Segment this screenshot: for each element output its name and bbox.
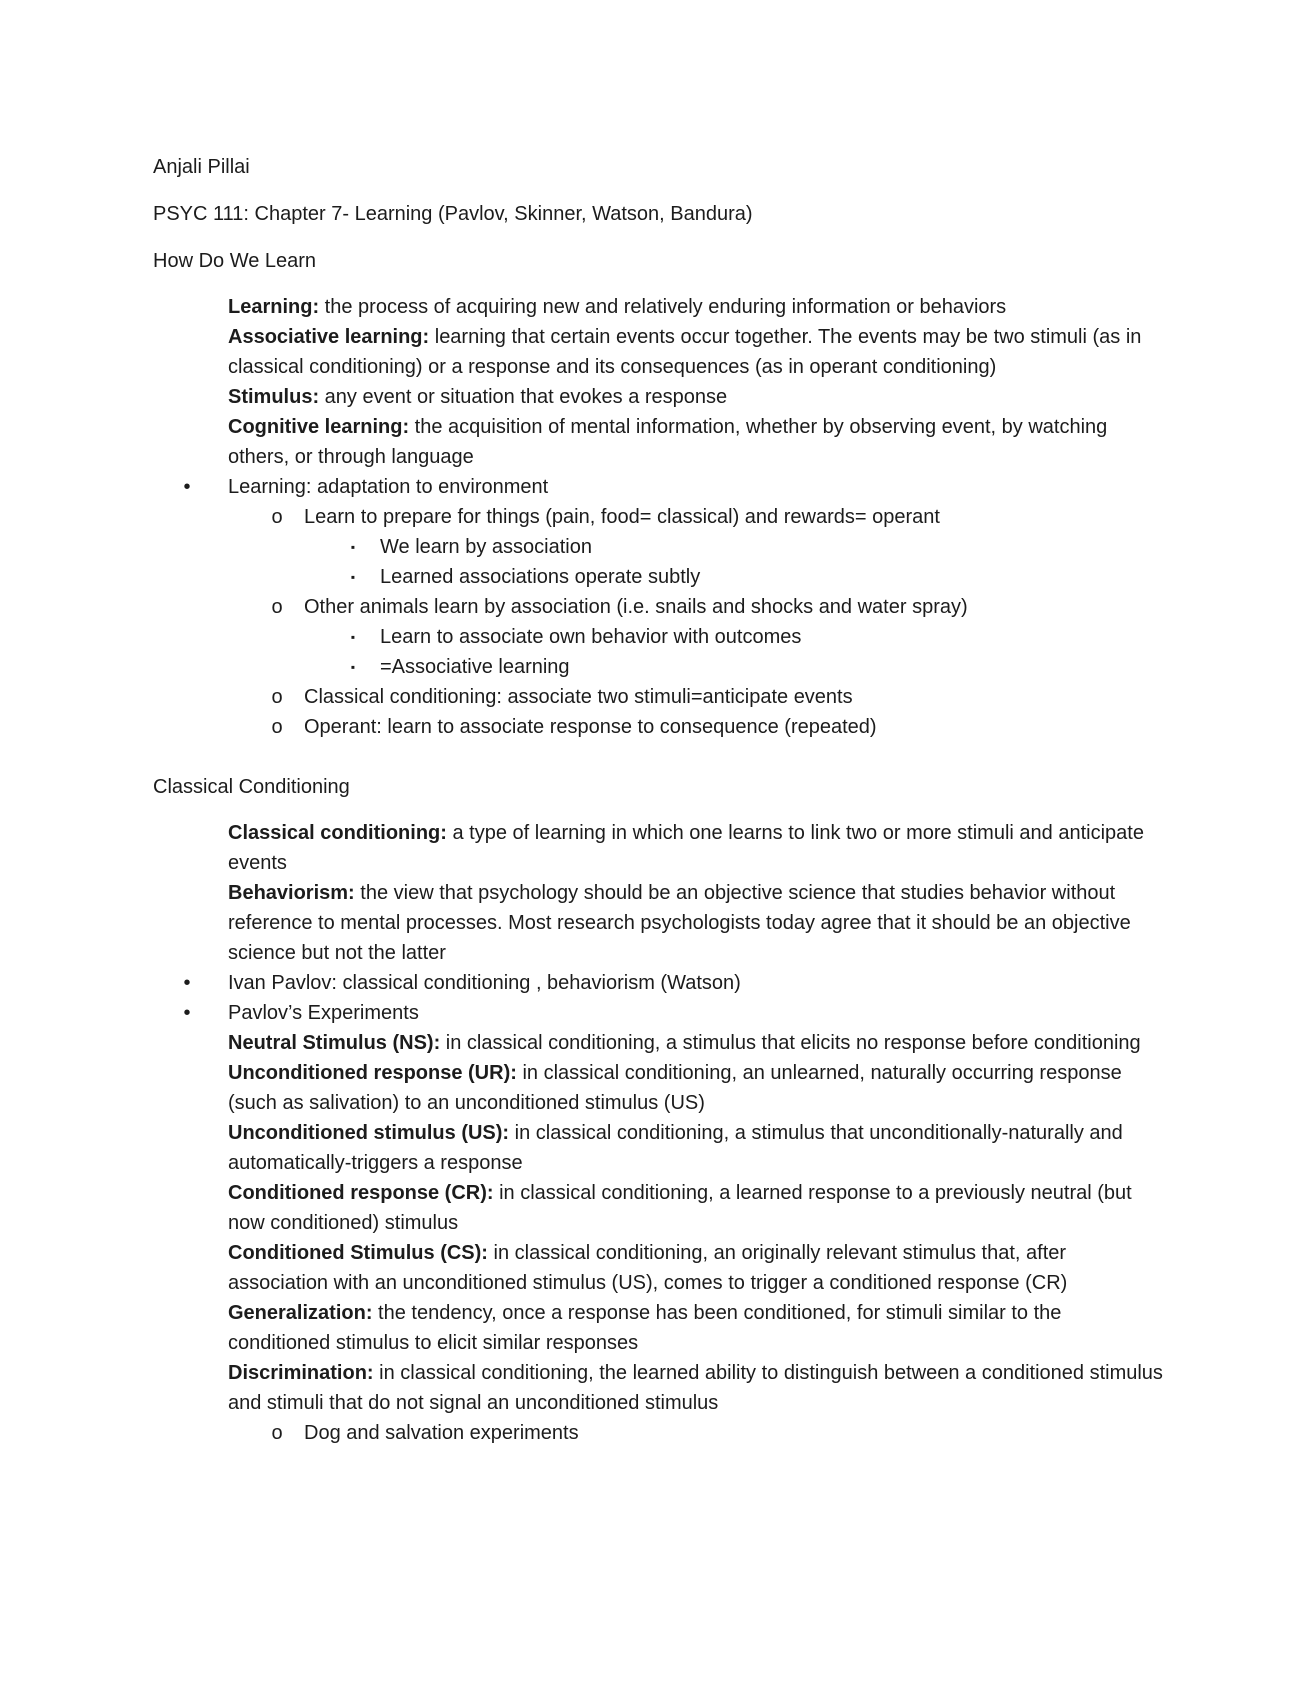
term: Conditioned response (CR): — [228, 1182, 494, 1204]
definition-unconditioned-response — [228, 1058, 1168, 1118]
list-item-text: We learn by association — [380, 536, 592, 558]
circle-bullet-icon: o — [271, 596, 283, 618]
definition-associative-learning — [228, 322, 1168, 382]
section-heading-how-we-learn: How Do We Learn — [153, 250, 317, 272]
circle-bullet-icon: o — [271, 716, 283, 738]
definition-text: in classical conditioning, a learned response to a previously neutral (but now conditioned) stimulus — [228, 1182, 1132, 1234]
definition-text: the view that psychology should be an objective science that studies behavior without reference to mental processes. Most research psychologists today agree that it should be an objective science but not the latter — [228, 882, 1131, 964]
circle-bullet-icon: o — [271, 1422, 283, 1444]
term: Behaviorism: — [228, 882, 355, 904]
list-item-text: Dog and salvation experiments — [304, 1422, 579, 1444]
definition-learning — [228, 292, 1168, 322]
term: Neutral Stimulus (NS): — [228, 1032, 441, 1054]
term: Generalization: — [228, 1302, 373, 1324]
term: Stimulus: — [228, 386, 320, 408]
definition-text: a type of learning in which one learns to link two or more stimuli and anticipate events — [228, 822, 1144, 874]
definition-text: learning that certain events occur together. The events may be two stimuli (as in classical conditioning) or a response and its consequences (as in operant conditioning) — [228, 326, 1142, 378]
definition-cognitive-learning — [228, 412, 1168, 472]
list-item-text: Learn to prepare for things (pain, food= classical) and rewards= operant — [304, 506, 940, 528]
section-classical-conditioning-body — [183, 818, 1168, 1448]
definition-text: in classical conditioning, a stimulus that unconditionally-naturally and automatically-triggers a response — [228, 1122, 1123, 1174]
list-item — [271, 1418, 1168, 1448]
disc-bullet-icon: • — [183, 972, 191, 994]
definition-discrimination — [228, 1358, 1168, 1418]
list-item — [183, 472, 1168, 502]
list-item — [350, 622, 1168, 652]
definition-conditioned-stimulus — [228, 1238, 1168, 1298]
term: Unconditioned stimulus (US): — [228, 1122, 510, 1144]
term: Associative learning: — [228, 326, 430, 348]
definition-neutral-stimulus — [228, 1028, 1168, 1058]
definition-behaviorism — [228, 878, 1168, 968]
circle-bullet-icon: o — [271, 686, 283, 708]
list-item — [271, 592, 1168, 622]
definition-classical-conditioning — [228, 818, 1168, 878]
section-how-we-learn-body — [183, 292, 1168, 742]
list-item — [183, 968, 1168, 998]
list-item-text: =Associative learning — [380, 656, 570, 678]
list-item — [350, 562, 1168, 592]
list-item — [350, 532, 1168, 562]
square-bullet-icon: ▪ — [350, 660, 356, 674]
definition-text: the tendency, once a response has been conditioned, for stimuli similar to the conditioned stimulus to elicit similar responses — [228, 1302, 1062, 1354]
list-item-text: Other animals learn by association (i.e. snails and shocks and water spray) — [304, 596, 968, 618]
square-bullet-icon: ▪ — [350, 570, 356, 584]
term: Conditioned Stimulus (CS): — [228, 1242, 488, 1264]
circle-bullet-icon: o — [271, 506, 283, 528]
definition-text: in classical conditioning, a stimulus that elicits no response before conditioning — [440, 1032, 1141, 1054]
list-item-text: Pavlov’s Experiments — [228, 1002, 419, 1024]
square-bullet-icon: ▪ — [350, 540, 356, 554]
term: Learning: — [228, 296, 320, 318]
term: Cognitive learning: — [228, 416, 410, 438]
square-bullet-icon: ▪ — [350, 630, 356, 644]
list-item-text: Learn to associate own behavior with outcomes — [380, 626, 802, 648]
definition-text: the acquisition of mental information, whether by observing event, by watching others, or through language — [228, 416, 1108, 468]
list-item — [183, 998, 1168, 1028]
definition-text: the process of acquiring new and relatively enduring information or behaviors — [319, 296, 1007, 318]
definition-unconditioned-stimulus — [228, 1118, 1168, 1178]
course-title: PSYC 111: Chapter 7- Learning (Pavlov, Skinner, Watson, Bandura) — [153, 203, 753, 225]
disc-bullet-icon: • — [183, 1002, 191, 1024]
list-item — [350, 652, 1168, 682]
list-item-text: Ivan Pavlov: classical conditioning , behaviorism (Watson) — [228, 972, 741, 994]
list-item — [271, 682, 1168, 712]
definition-generalization — [228, 1298, 1168, 1358]
list-item-text: Classical conditioning: associate two stimuli=anticipate events — [304, 686, 853, 708]
list-item-text: Operant: learn to associate response to consequence (repeated) — [304, 716, 877, 738]
disc-bullet-icon: • — [183, 476, 191, 498]
list-item-text: Learned associations operate subtly — [380, 566, 701, 588]
definition-text: in classical conditioning, an unlearned, naturally occurring response (such as salivation) to an unconditioned stimulus (US) — [228, 1062, 1122, 1114]
list-item — [271, 712, 1168, 742]
term: Discrimination: — [228, 1362, 374, 1384]
list-item-text: Learning: adaptation to environment — [228, 476, 549, 498]
term: Unconditioned response (UR): — [228, 1062, 517, 1084]
list-item — [271, 502, 1168, 532]
term: Classical conditioning: — [228, 822, 447, 844]
definition-stimulus — [228, 382, 1168, 412]
definition-text: in classical conditioning, the learned ability to distinguish between a conditioned stimulus and stimuli that do not signal an unconditioned stimulus — [228, 1362, 1163, 1414]
definition-conditioned-response — [228, 1178, 1168, 1238]
definition-text: in classical conditioning, an originally relevant stimulus that, after association with an unconditioned stimulus (US), comes to trigger a conditioned response (CR) — [228, 1242, 1068, 1294]
definition-text: any event or situation that evokes a response — [319, 386, 728, 408]
section-heading-classical-conditioning: Classical Conditioning — [153, 776, 350, 798]
author-name: Anjali Pillai — [153, 156, 250, 178]
